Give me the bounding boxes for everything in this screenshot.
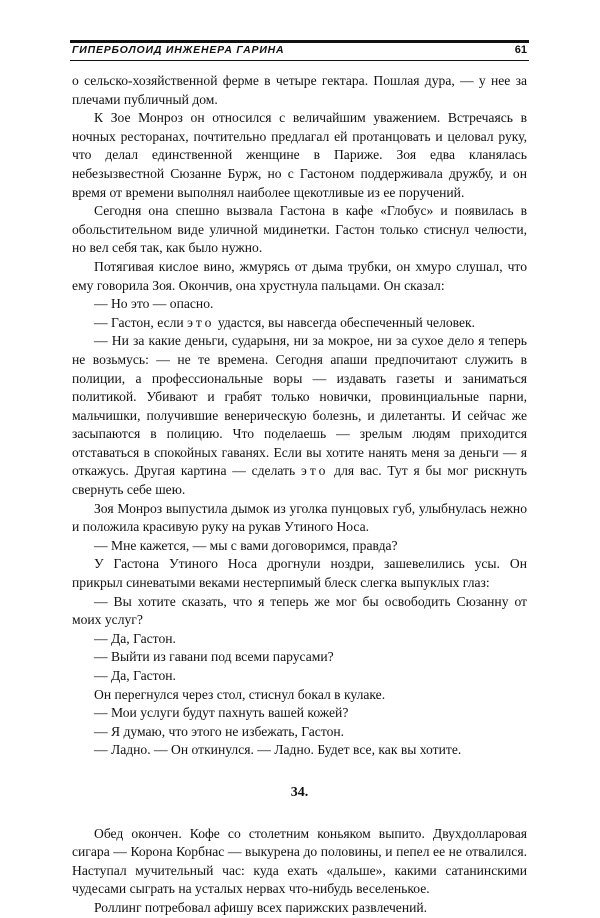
dialogue-line: — Мне кажется, — мы с вами договоримся, правда? bbox=[94, 537, 398, 553]
text-run: удастся, вы навсегда обеспеченный человек. bbox=[214, 314, 476, 330]
paragraph: Обед окончен. Кофе со столетним коньяком выпито. Двухдолларовая сигара — Корона Корбнас — выкурена до половины, и пепел ее не отвалился. Наступал мучительный час: куда ехать «дальше», какими сатанинскими чудесами сыграть на усталых нервах что-нибудь веселенькое. bbox=[72, 825, 527, 897]
dialogue-line: — Выйти из гавани под всеми парусами? bbox=[94, 649, 334, 665]
paragraph: Роллинг потребовал афишу всех парижских развлечений. bbox=[94, 899, 428, 915]
spaced-word: это bbox=[300, 463, 329, 479]
text-run: для вас. Тут я бы мог рискнуть свернуть себе шею. bbox=[72, 463, 528, 498]
paragraph: Он перегнулся через стол, стиснул бокал в кулаке. bbox=[94, 686, 386, 702]
running-header bbox=[72, 44, 527, 56]
dialogue-line: — Ладно. — Он откинулся. — Ладно. Будет все, как вы хотите. bbox=[94, 742, 462, 758]
text-run: — Гастон, если bbox=[94, 314, 188, 330]
running-title: ГИПЕРБОЛОИД ИНЖЕНЕРА ГАРИНА bbox=[72, 44, 285, 56]
paragraph: Сегодня она спешно вызвала Гастона в кафе «Глобус» и появилась в обольстительном виде уличной мидинетки. Гастон только стиснул челюсти, но вел себя так, как было нужно. bbox=[72, 203, 527, 256]
dialogue-line: — Мои услуги будут пахнуть вашей кожей? bbox=[94, 705, 349, 721]
chapter-number: 34. bbox=[290, 784, 309, 800]
spaced-word: это bbox=[187, 314, 215, 330]
page-number: 61 bbox=[514, 44, 527, 56]
body-text bbox=[72, 72, 527, 918]
dialogue-line: — Я думаю, что этого не избежать, Гастон. bbox=[94, 723, 345, 739]
dialogue-line: — Да, Гастон. bbox=[94, 630, 176, 646]
dialogue-line bbox=[72, 314, 527, 333]
paragraph: К Зое Монроз он относился с величайшим уважением. Встречаясь в ночных ресторанах, почтительно предлагал ей протанцовать и целовал руку, что делал единственной женщине в Париже. Зоя едва кланялась небезызвестной Сюзанне Бурж, но с Гастоном поддерживала дружбу, и он время от времени выполнял наиболее щекотливые из ее поручений. bbox=[72, 110, 527, 200]
text-run: — Ни за какие деньги, сударыня, ни за мокрое, ни за сухое дело я теперь не возьмусь: — не те времена. Сегодня апаши предпочитают служить в полиции, а профессиональные воры — издавать газеты и заниматься политикой. Убивают и грабят только новички, провинциальные парни, мальчишки, получившие венерическую болезнь, и дилетанты. И сейчас же засыпаются в полицию. Что поделаешь — зрелым людям приходится отставаться в спокойных гаванях. Если вы хотите нанять меня за деньги — я откажусь. Другая картина — сделать bbox=[72, 333, 527, 479]
dialogue-line: — Вы хотите сказать, что я теперь же мог бы освободить Сюзанну от моих услуг? bbox=[72, 593, 527, 628]
paragraph: Зоя Монроз выпустила дымок из уголка пунцовых губ, улыбнулась нежно и положила красивую руку на рукав Утиного Носа. bbox=[72, 500, 527, 535]
dialogue-line: — Да, Гастон. bbox=[94, 668, 176, 683]
dialogue-line bbox=[72, 332, 527, 499]
paragraph: о сельско-хозяйственной ферме в четыре гектара. Пошлая дура, — у нее за плечами публичный дом. bbox=[72, 73, 527, 107]
header-rule-bottom bbox=[70, 60, 529, 61]
paragraph: Потягивая кислое вино, жмурясь от дыма трубки, он хмуро слушал, что ему говорила Зоя. Окончив, она хрустнула пальцами. Он сказал: bbox=[72, 258, 527, 293]
paragraph: У Гастона Утиного Носа дрогнули ноздри, зашевелились усы. Он прикрыл синеватыми веками нестерпимый блеск слегка выпуклых глаз: bbox=[72, 556, 527, 591]
dialogue-line: — Но это — опасно. bbox=[94, 296, 214, 312]
header-rule-top bbox=[70, 40, 529, 43]
